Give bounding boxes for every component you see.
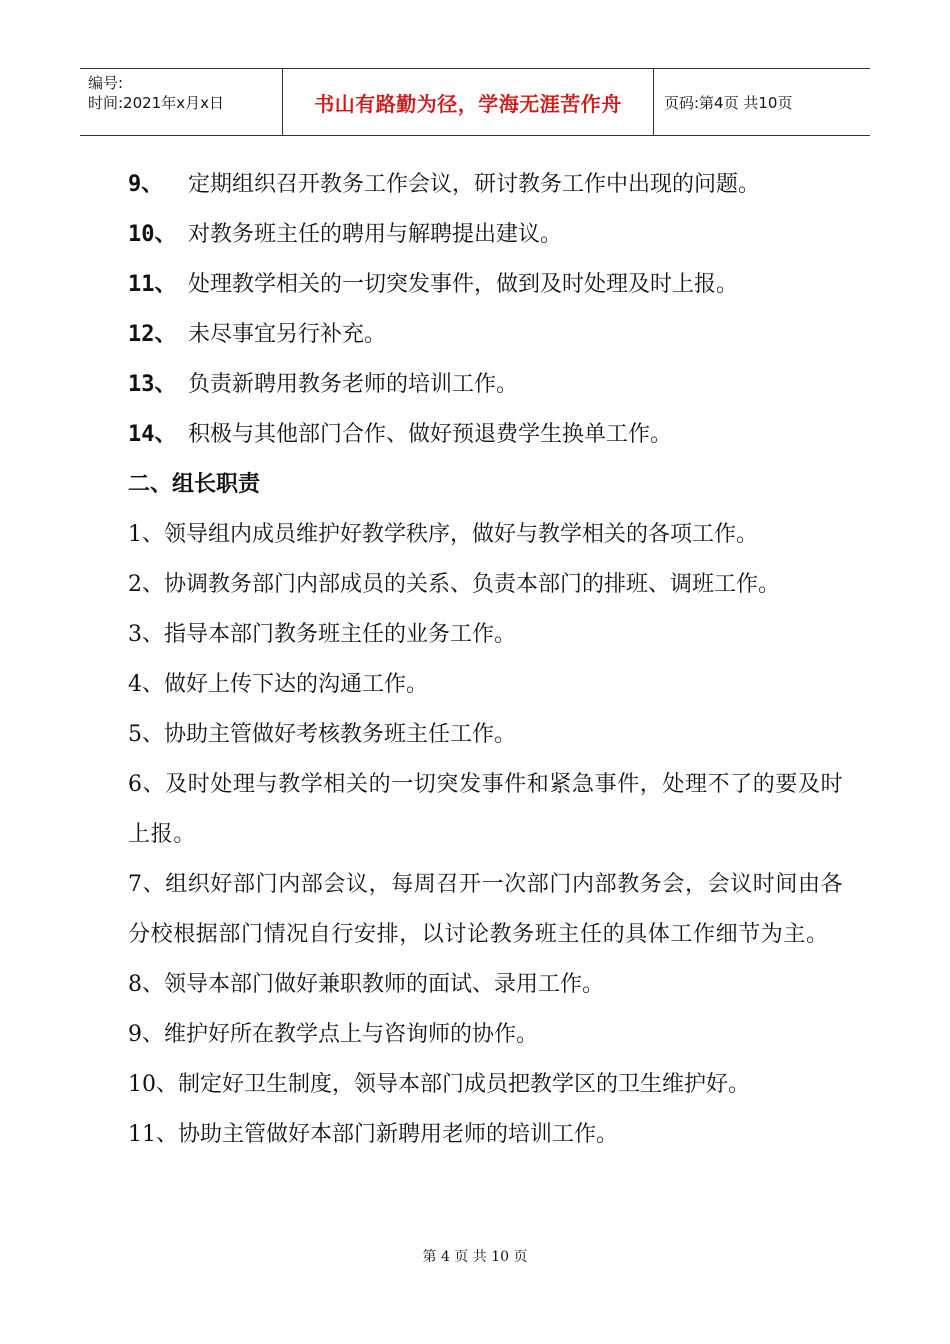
header-motto: 书山有路勤为径，学海无涯苦作舟 — [282, 69, 654, 135]
item-text: 处理教学相关的一切突发事件，做到及时处理及时上报。 — [188, 272, 739, 297]
item-text: 积极与其他部门合作、做好预退费学生换单工作。 — [188, 422, 673, 447]
duty-item: 2、协调教务部门内部成员的关系、负责本部门的排班、调班工作。 — [128, 572, 780, 597]
page-header — [80, 68, 870, 136]
duty-item: 3、指导本部门教务班主任的业务工作。 — [128, 622, 516, 647]
page-footer: 第 4 页 共 10 页 — [422, 1249, 528, 1265]
duty-item: 10、制定好卫生制度，领导本部门成员把教学区的卫生维护好。 — [128, 1072, 750, 1097]
section-title: 二、组长职责 — [128, 472, 261, 497]
item-number: 11、 — [128, 272, 177, 297]
document-body — [128, 160, 850, 1160]
item-text: 未尽事宜另行补充。 — [188, 322, 387, 347]
duty-item: 9、维护好所在教学点上与咨询师的协作。 — [128, 1022, 538, 1047]
item-number: 10、 — [128, 222, 177, 247]
item-text: 负责新聘用教务老师的培训工作。 — [188, 372, 519, 397]
header-meta — [80, 69, 282, 135]
duty-item: 4、做好上传下达的沟通工作。 — [128, 672, 428, 697]
document-number-label: 编号: — [88, 74, 124, 92]
duty-item: 8、领导本部门做好兼职教师的面试、录用工作。 — [128, 972, 604, 997]
numbered-item — [128, 310, 850, 360]
numbered-item — [128, 160, 850, 210]
numbered-item — [128, 260, 850, 310]
header-page-info: 页码:第4页 共10页 — [664, 93, 793, 112]
document-date: 时间:2021年x月x日 — [88, 94, 224, 112]
numbered-item — [128, 210, 850, 260]
item-number: 9、 — [128, 172, 164, 197]
item-number: 14、 — [128, 422, 177, 447]
duty-item: 1、领导组内成员维护好教学秩序，做好与教学相关的各项工作。 — [128, 522, 758, 547]
numbered-item — [128, 410, 850, 460]
item-text: 对教务班主任的聘用与解聘提出建议。 — [188, 222, 563, 247]
duty-item: 5、协助主管做好考核教务班主任工作。 — [128, 722, 516, 747]
item-text: 定期组织召开教务工作会议，研讨教务工作中出现的问题。 — [188, 172, 761, 197]
duty-item: 7、组织好部门内部会议，每周召开一次部门内部教务会，会议时间由各分校根据部门情况自行安排，以讨论教务班主任的具体工作细节为主。 — [128, 872, 844, 947]
item-number: 12、 — [128, 322, 177, 347]
item-number: 13、 — [128, 372, 177, 397]
numbered-item — [128, 360, 850, 410]
duty-item: 6、及时处理与教学相关的一切突发事件和紧急事件，处理不了的要及时上报。 — [128, 772, 844, 847]
duty-item: 11、协助主管做好本部门新聘用老师的培训工作。 — [128, 1122, 618, 1147]
